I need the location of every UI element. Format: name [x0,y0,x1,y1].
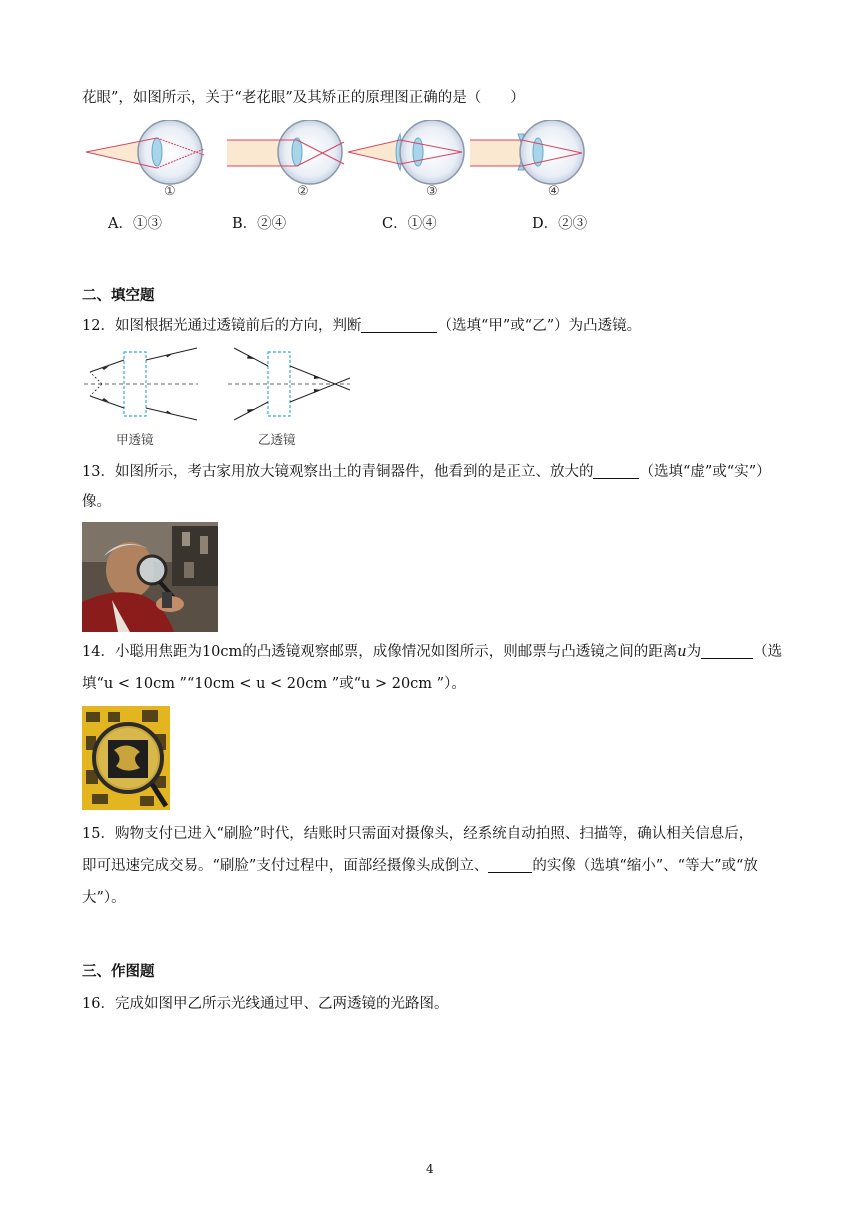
eye-diagram-2 [227,120,344,184]
fig-label-4: ④ [548,184,560,199]
lens-yi-label: 乙透镜 [258,432,296,447]
q14-var-u: u [677,644,687,660]
eye-diagram-1 [86,120,204,184]
q15-answer-blank[interactable] [488,856,532,873]
q12-answer-blank[interactable] [361,316,437,333]
q15-post: 的实像（选填“缩小”、“等大”或“放 [532,858,758,874]
lens-jia [84,348,198,420]
section-heading-fill-in: 二、填空题 [82,287,155,304]
option-d: D．②③ [532,216,588,232]
q14-line2: 填“u < 10cm ”“10cm < u < 20cm ”或“u > 20cm ”）。 [82,676,466,692]
eye-diagrams-figure [82,120,602,202]
q14-mid: 为 [686,644,702,660]
option-a: A．①③ [108,216,162,232]
q13-pre: 13．如图所示，考古家用放大镜观察出土的青铜器件，他看到的是正立、放大的 [82,464,594,480]
fig-label-1: ① [164,184,176,199]
q11-stem: 花眼”，如图所示，关于“老花眼”及其矫正的原理图正确的是（ ） [82,90,525,106]
eye-diagram-4 [470,120,584,184]
q14-pre: 14．小聪用焦距为10cm的凸透镜观察邮票，成像情况如图所示，则邮票与凸透镜之间的距离 [82,644,678,660]
q13-answer-blank[interactable] [593,462,639,479]
archaeologist-magnifier-photo [82,522,218,632]
q15-line2 [82,856,758,876]
q13-post: （选填“虚”或“实”） [639,464,771,480]
fig-label-3: ③ [426,184,438,199]
q16-text: 16．完成如图甲乙所示光线通过甲、乙两透镜的光路图。 [82,996,449,1012]
lens-jia-label: 甲透镜 [116,432,154,447]
lens-diagrams-figure [82,344,354,428]
eye-diagram-3 [348,120,464,184]
q13-text [82,462,771,482]
q15-line1: 15．购物支付已进入“刷脸”时代，结账时只需面对摄像头，经系统自动拍照、扫描等，确认相关信息后， [82,826,754,842]
q13-line2: 像。 [82,494,111,510]
option-b: B．②④ [232,216,287,232]
section-heading-drawing: 三、作图题 [82,963,155,980]
q12-post: （选填“甲”或“乙”）为凸透镜。 [437,318,642,334]
q14-answer-blank[interactable] [701,642,753,659]
page-number: 4 [426,1162,434,1176]
option-c: C．①④ [382,216,437,232]
q12-pre: 12．如图根据光通过透镜前后的方向，判断 [82,318,362,334]
q14-post: （选 [753,644,783,660]
q15-pre: 即可迅速完成交易。“刷脸”支付过程中，面部经摄像头成倒立、 [82,858,489,874]
q12-text [82,316,641,336]
q15-line3: 大”）。 [82,890,126,906]
stamp-magnifier-photo [82,706,170,810]
q14-text [82,642,782,662]
lens-yi [228,348,350,420]
fig-label-2: ② [297,184,309,199]
